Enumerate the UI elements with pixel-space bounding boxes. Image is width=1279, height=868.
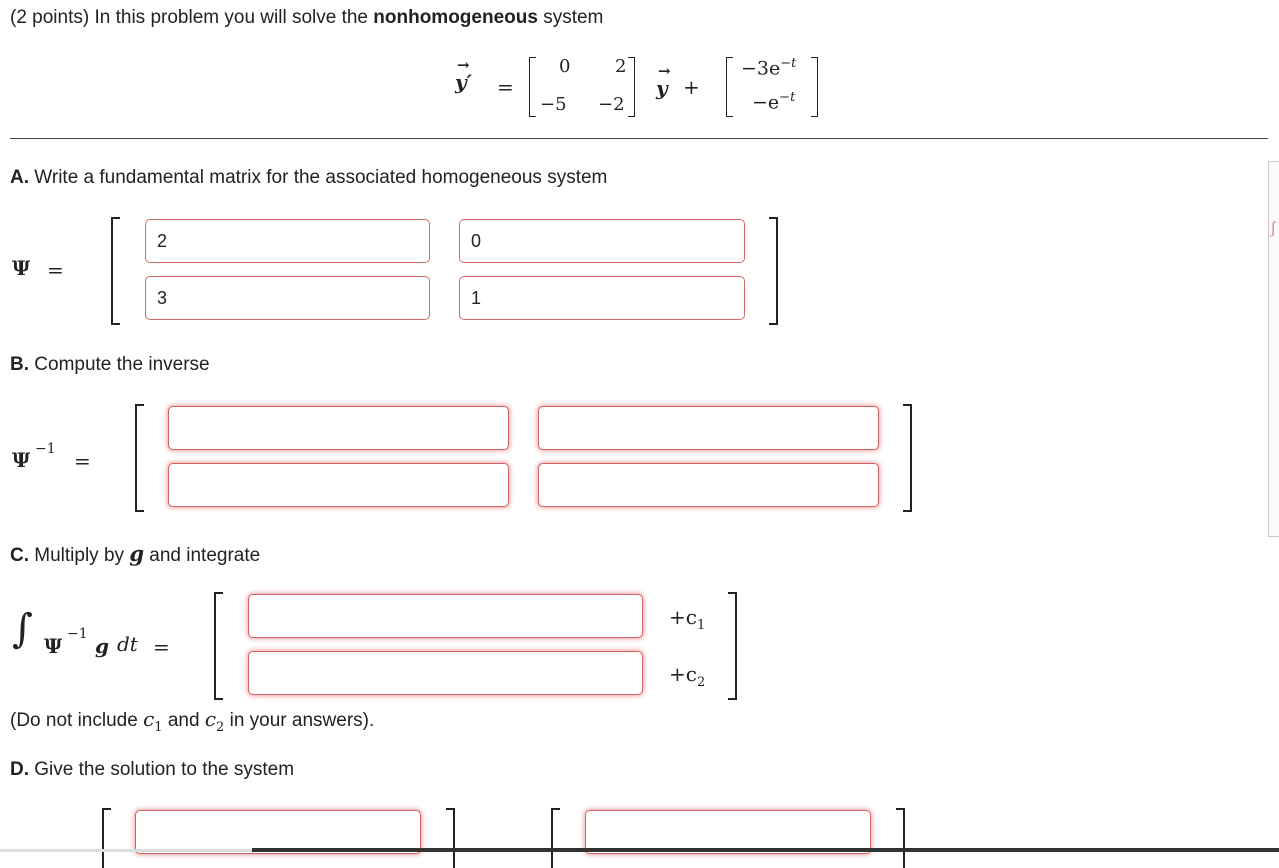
vector-arrow-icon: → — [457, 56, 470, 74]
matrix-left-bracket — [529, 57, 536, 117]
part-d-text: Give the solution to the system — [29, 759, 295, 780]
part-c-text: Multiply by — [29, 545, 130, 566]
integral-row1-input[interactable] — [248, 594, 643, 638]
eq-equals: = — [497, 75, 514, 99]
psi-inverse-exponent: −1 — [35, 441, 56, 457]
y-vector-lhs: → y′ — [455, 56, 472, 94]
part-b-equals: = — [74, 449, 91, 473]
psi-inverse-symbol: Ψ — [12, 448, 31, 472]
psi-exponent-c: −1 — [67, 626, 88, 642]
part-c-text-end: and integrate — [144, 545, 261, 566]
forcing-bottom: $-e^{-t}$ — [752, 90, 796, 114]
side-panel-tab[interactable] — [1268, 161, 1279, 537]
matrix-cell: −2 — [598, 94, 625, 115]
forcing-top: $-3e^{-t}$ — [741, 56, 797, 80]
intro-text-end: system — [537, 7, 604, 28]
dt-label: dt — [117, 632, 138, 656]
y-vector: → y — [656, 62, 671, 100]
matrix-cell: −5 — [540, 94, 567, 115]
forcing-left-bracket — [726, 57, 733, 117]
psi-symbol: Ψ — [12, 256, 31, 280]
part-d-letter: D. — [10, 759, 29, 780]
vector-arrow-icon: → — [658, 62, 671, 80]
psi-cell-22-input[interactable] — [459, 276, 745, 320]
inverse-left-bracket — [135, 404, 144, 512]
matrix-right-bracket — [628, 57, 635, 117]
divider — [10, 138, 1268, 139]
plus-c1-label: $+c_1$ — [669, 605, 706, 633]
intro-text: In this problem you will solve the — [89, 7, 374, 28]
matrix-cell: 0 — [559, 56, 571, 77]
inverse-cell-11-input[interactable] — [168, 406, 509, 450]
psi-symbol-c: Ψ — [44, 634, 63, 658]
part-b-text: Compute the inverse — [29, 354, 210, 375]
part-c-heading — [10, 541, 260, 567]
nonhomogeneous-word: nonhomogeneous — [373, 7, 538, 28]
psi-cell-12-input[interactable] — [459, 219, 745, 263]
g-vector-c: g — [95, 634, 109, 658]
solution-left-bracket-2 — [551, 808, 560, 868]
matrix-cell: 2 — [615, 56, 627, 77]
inverse-cell-22-input[interactable] — [538, 463, 879, 507]
g-vector: g — [129, 541, 144, 566]
psi-cell-21-input[interactable] — [145, 276, 430, 320]
integral-row2-input[interactable] — [248, 651, 643, 695]
part-b-letter: B. — [10, 354, 29, 375]
psi-right-bracket — [769, 217, 778, 325]
integral-left-bracket — [214, 592, 223, 700]
plus-c2-label: $+c_2$ — [669, 662, 706, 690]
part-b-heading — [10, 354, 210, 376]
inverse-right-bracket — [903, 404, 912, 512]
integral-right-bracket — [728, 592, 737, 700]
side-panel-icon[interactable]: ∫ — [1271, 220, 1276, 237]
part-c-equals: = — [153, 635, 170, 659]
eq-plus: + — [683, 75, 700, 99]
solution-right-bracket-2 — [896, 808, 905, 868]
inverse-cell-21-input[interactable] — [168, 463, 509, 507]
forcing-right-bracket — [811, 57, 818, 117]
integral-sign: ∫ — [12, 606, 33, 652]
inverse-cell-12-input[interactable] — [538, 406, 879, 450]
part-d-heading — [10, 759, 294, 781]
part-a-text: Write a fundamental matrix for the associated homogeneous system — [29, 167, 608, 188]
prime: ′ — [466, 70, 472, 94]
points-label: (2 points) — [10, 7, 90, 28]
solution-right-bracket-1 — [446, 808, 455, 868]
part-c-letter: C. — [10, 545, 29, 566]
part-a-letter: A. — [10, 167, 29, 188]
solution-left-bracket-1 — [102, 808, 111, 868]
part-a-heading — [10, 167, 607, 189]
part-a-equals: = — [47, 258, 64, 282]
psi-cell-11-input[interactable] — [145, 219, 430, 263]
problem-intro — [10, 7, 603, 29]
horizontal-scrollbar[interactable] — [252, 848, 1279, 852]
psi-left-bracket — [111, 217, 120, 325]
part-c-note: (Do not include $c_1$ and $c_2$ in your answers). — [10, 707, 375, 735]
